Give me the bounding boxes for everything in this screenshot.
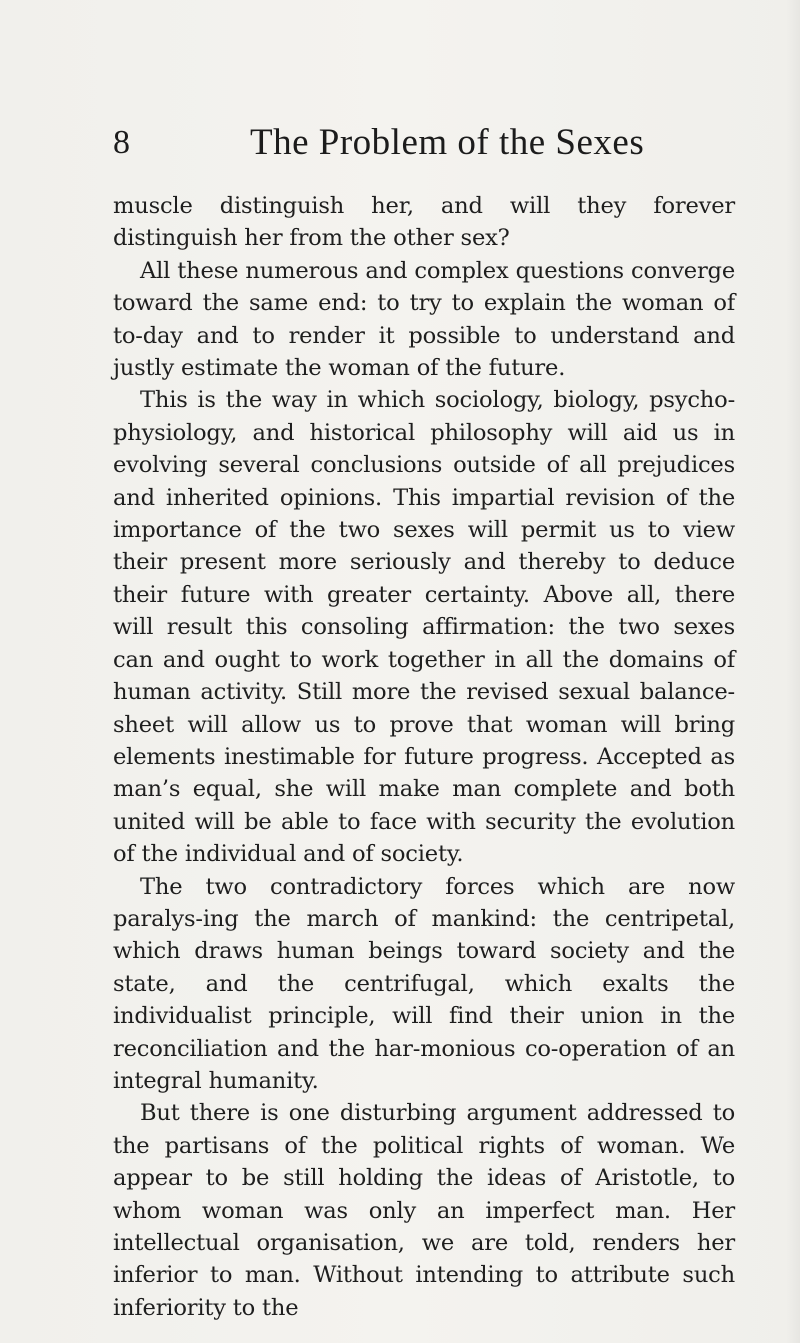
- paragraph: The two contradictory forces which are now paralys-ing the march of mankind: the centripetal, which draws human beings toward society and the state, and the centrifugal, which exalts the individualist principle, will find their union in the reconciliation and the har-monious co-operation of an integral humanity.: [113, 873, 735, 1094]
- body-text: [113, 190, 735, 1324]
- paragraph: All these numerous and complex questions converge toward the same end: to try to explain the woman of to-day and to render it possible to understand and justly estimate the woman of the future.: [113, 257, 735, 382]
- running-head: The Problem of the Sexes: [250, 122, 645, 163]
- paragraph: But there is one disturbing argument addressed to the partisans of the political rights of woman. We appear to be still holding the ideas of Aristotle, to whom woman was only an imperfect man. Her intellectual organisation, we are told, renders her inferior to man. Without intending to attribute such inferiority to the: [113, 1100, 735, 1321]
- paragraph: This is the way in which sociology, biology, psycho-physiology, and historical philosophy will aid us in evolving several conclusions outside of all prejudices and inherited opinions. This impartial revision of the importance of the two sexes will permit us to view their present more seriously and thereby to deduce their future with greater certainty. Above all, there will result this consoling affirmation: the two sexes can and ought to work together in all the domains of human activity. Still more the revised sexual balance-sheet will allow us to prove that woman will bring elements inestimable for future progress. Accepted as man’s equal, she will make man complete and both united will be able to face with security the evolution of the individual and of society.: [113, 387, 735, 868]
- paragraph-continued: muscle distinguish her, and will they forever distinguish her from the other sex?: [113, 193, 735, 252]
- page-edge-shadow: [786, 0, 800, 1343]
- page-number: 8: [113, 124, 130, 161]
- page-header: [113, 118, 733, 168]
